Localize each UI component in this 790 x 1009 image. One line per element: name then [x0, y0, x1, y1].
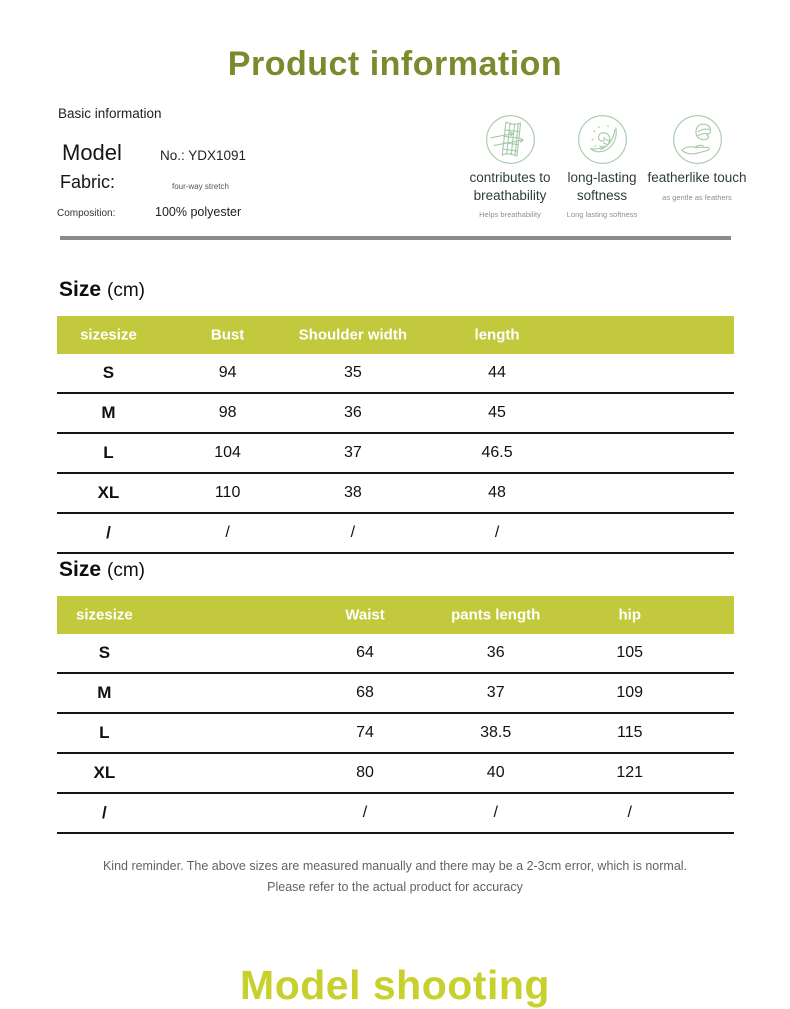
model-value: No.: YDX1091 — [160, 148, 247, 163]
feature-subtitle: as gentle as feathers — [662, 192, 732, 202]
table-row — [57, 674, 734, 714]
header-cell: Waist — [345, 606, 385, 624]
header-cell: length — [474, 326, 520, 344]
header-cell: sizesize — [76, 606, 133, 624]
table-row — [57, 754, 734, 794]
page-title: Product information — [227, 44, 563, 83]
size-heading-word: Size — [59, 278, 102, 301]
feather-touch-icon — [636, 112, 758, 167]
table-row — [57, 794, 734, 834]
feature-subtitle: Long lasting softness — [566, 210, 638, 220]
table-cell: / — [106, 523, 111, 542]
feature-title: featherlike touch — [647, 170, 747, 185]
table-cell: 36 — [343, 404, 362, 421]
section-divider — [60, 236, 731, 240]
feature-feather-touch — [636, 112, 758, 202]
table-cell: L — [103, 443, 114, 462]
header-cell: pants length — [451, 606, 541, 624]
table-cell: / — [350, 524, 356, 541]
table-cell: 45 — [488, 404, 506, 421]
model-shooting-title: Model shooting — [240, 962, 550, 1009]
feature-title: long-lasting softness — [567, 170, 637, 203]
table-row — [57, 634, 734, 674]
table-cell: 64 — [356, 644, 374, 661]
feature-title: contributes to breathability — [469, 170, 551, 203]
table-cell: / — [493, 804, 498, 821]
table-cell: / — [494, 524, 500, 541]
composition-value: 100% polyester — [155, 205, 242, 219]
size-table-heading — [59, 557, 734, 584]
header-cell: Shoulder width — [298, 326, 408, 344]
table-cell: XL — [93, 763, 116, 782]
feature-subtitle: Helps breathability — [479, 210, 541, 220]
size-table-top — [57, 277, 734, 554]
table-row — [57, 474, 734, 514]
table-cell: M — [101, 403, 116, 422]
size-heading-unit: (cm) — [107, 560, 146, 581]
table-cell: 36 — [486, 644, 505, 661]
table-header-row — [57, 316, 734, 354]
model-label: Model — [62, 140, 122, 165]
size-table-heading — [59, 277, 734, 304]
table-cell: XL — [97, 483, 120, 502]
header-cell: Bust — [210, 326, 245, 344]
table-cell: S — [98, 643, 111, 662]
table-cell: 44 — [488, 364, 506, 381]
table-cell: 37 — [343, 444, 362, 461]
header-cell: sizesize — [80, 326, 137, 344]
table-row — [57, 714, 734, 754]
table-cell: 104 — [214, 444, 241, 461]
size-heading-unit: (cm) — [107, 280, 146, 301]
table-cell: 46.5 — [481, 444, 513, 461]
table-cell: 109 — [616, 684, 644, 701]
header-cell: hip — [618, 606, 641, 624]
size-heading-word: Size — [59, 558, 102, 581]
table-header-row — [57, 596, 734, 634]
fabric-value: four-way stretch — [172, 182, 229, 191]
table-cell: 110 — [214, 484, 241, 501]
table-cell: S — [102, 363, 115, 382]
table-cell: / — [362, 804, 368, 821]
table-row — [57, 354, 734, 394]
table-cell: 38 — [343, 484, 362, 501]
basic-info-heading: Basic information — [58, 106, 162, 121]
table-cell: 115 — [616, 724, 643, 741]
table-cell: L — [99, 723, 110, 742]
table-cell: 37 — [486, 684, 505, 701]
table-cell: / — [102, 803, 107, 822]
kind-reminder-text: Kind reminder. The above sizes are measured manually and there may be a 2-3cm error, which is normal. Please refer to the actual product for accuracy — [102, 858, 688, 895]
table-cell: 48 — [488, 484, 506, 501]
table-cell: 105 — [616, 644, 644, 661]
fabric-label: Fabric: — [60, 172, 116, 192]
table-cell: / — [225, 524, 230, 541]
table-cell: / — [627, 804, 632, 821]
table-row — [57, 434, 734, 474]
size-table-bottom — [57, 557, 734, 834]
table-cell: 74 — [356, 724, 374, 741]
table-cell: 38.5 — [480, 724, 512, 741]
feature-badges — [460, 112, 760, 227]
composition-label: Composition: — [57, 208, 116, 219]
table-row — [57, 514, 734, 554]
table-cell: 35 — [343, 364, 362, 381]
table-cell: M — [97, 683, 112, 702]
table-cell: 94 — [218, 364, 237, 381]
table-cell: 121 — [616, 764, 644, 781]
table-cell: 68 — [356, 684, 374, 701]
table-cell: 80 — [356, 764, 374, 781]
table-cell: 40 — [486, 764, 505, 781]
table-cell: 98 — [218, 404, 237, 421]
table-row — [57, 394, 734, 434]
